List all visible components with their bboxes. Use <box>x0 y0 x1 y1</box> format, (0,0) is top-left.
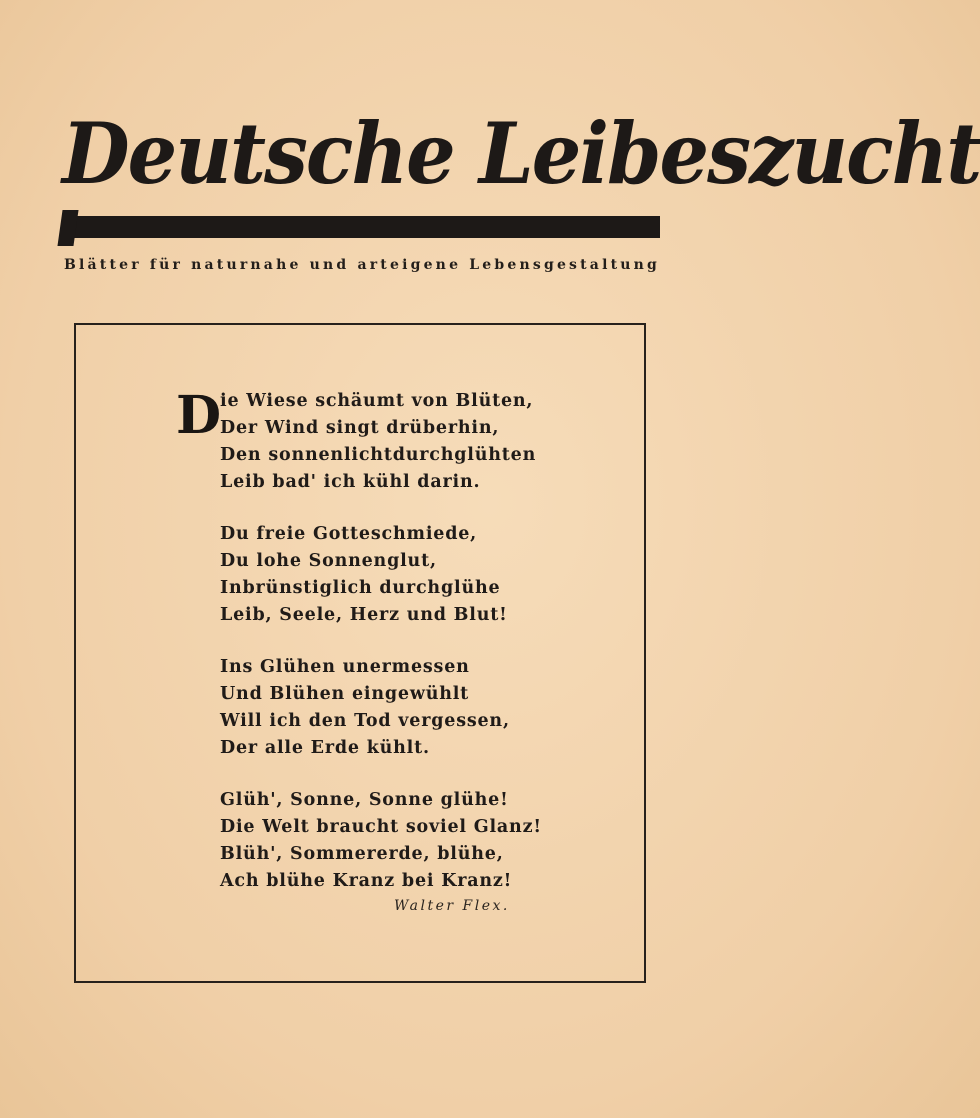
poem-author: Walter Flex. <box>394 898 510 914</box>
poem-line: Der alle Erde kühlt. <box>220 738 430 758</box>
poem-line: Will ich den Tod vergessen, <box>220 711 510 731</box>
poem-line: Du freie Gotteschmiede, <box>220 524 478 544</box>
poem-line: Glüh', Sonne, Sonne glühe! <box>220 790 509 810</box>
poem-line: Inbrünstiglich durchglühe <box>220 578 501 598</box>
masthead <box>62 100 980 250</box>
stanza-1 <box>176 385 537 496</box>
poem-line: Ach blühe Kranz bei Kranz! <box>220 871 513 891</box>
masthead-underline-bar <box>70 216 660 238</box>
stanza-2 <box>176 521 536 629</box>
drop-cap: D <box>176 385 222 446</box>
poem-line: Leib, Seele, Herz und Blut! <box>220 605 508 625</box>
poem-line: Ins Glühen unermessen <box>220 657 470 677</box>
masthead-title: Deutsche Leibeszucht <box>62 105 980 204</box>
poem-line: Du lohe Sonnenglut, <box>220 551 437 571</box>
poem-line: Und Blühen eingewühlt <box>220 684 470 704</box>
poem-line: Leib bad' ich kühl darin. <box>220 472 481 492</box>
masthead-subtitle: Blätter für naturnahe und arteigene Lebensgestaltung <box>63 257 661 273</box>
poem-line: Den sonnenlichtdurchglühten <box>220 445 537 465</box>
poem-line: ie Wiese schäumt von Blüten, <box>220 391 534 411</box>
stanza-3 <box>176 654 536 762</box>
poem-line: Die Welt braucht soviel Glanz! <box>220 817 542 837</box>
poem-line: Blüh', Sommererde, blühe, <box>220 844 504 864</box>
stanza-4 <box>176 787 542 895</box>
poem-line: Der Wind singt drüberhin, <box>220 418 500 438</box>
poem <box>176 385 542 920</box>
